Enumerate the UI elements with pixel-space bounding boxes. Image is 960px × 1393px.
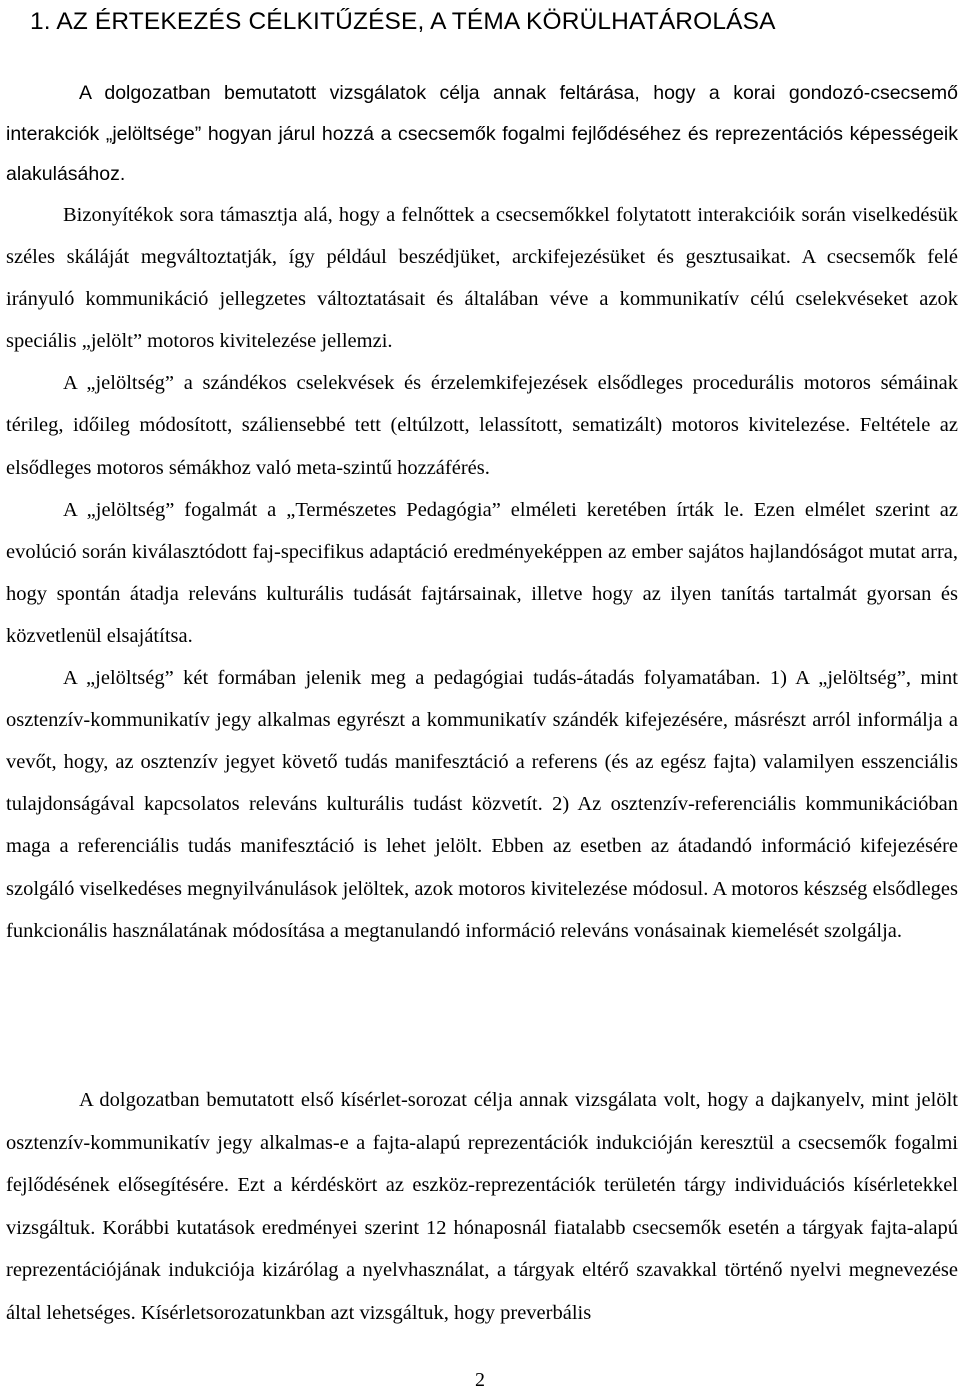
second-section-text bbox=[6, 1079, 958, 1334]
intro-block bbox=[6, 73, 958, 195]
body-text bbox=[6, 194, 958, 952]
paragraph-evidence: Bizonyítékok sora támasztja alá, hogy a felnőttek a csecsemőkkel folytatott interakcióik során viselkedésük széles skáláját megváltoztatják, így például beszédjüket, arckifejezésüket és gesztusaikat. A csecsemők felé irányuló kommunikáció jellegzetes változtatásait és általában véve a kommunikatív célú cselekvéseket azok speciális „jelölt” motoros kivitelezése jellemzi. bbox=[6, 204, 958, 353]
paragraph-definition: A „jelöltség” a szándékos cselekvések és érzelemkifejezések elsődleges procedurális motoros sémáinak térileg, időileg módosított, száliensebbé tett (eltúlzott, lelassított, sematizált) motoros kivitelezése. Feltétele az elsődleges motoros sémákhoz való meta-szintű hozzáférés. bbox=[6, 372, 958, 479]
page-number: 2 bbox=[475, 1369, 485, 1391]
paragraph-two-forms: A „jelöltség” két formában jelenik meg a pedagógiai tudás-átadás folyamatában. 1) A „jelöltség”, mint osztenzív-kommunikatív jegy alkalmas egyrészt a kommunikatív szándék kifejezésére, másrészt arról informálja a vevőt, hogy, az osztenzív jegyet követő tudás manifesztáció a referens (és az egész fajta) valamilyen esszenciális tulajdonságával kapcsolatos releváns kulturális tudást közvetít. 2) Az osztenzív-referenciális kommunikációban maga a referenciális tudás manifesztáció is lehet jelölt. Ebben az esetben az átadandó információ kifejezésére szolgáló viselkedéses megnyilvánulások jelöltek, azok motoros kivitelezése módosul. A motoros készség elsődleges funkcionális használatának módosítása a megtanulandó információ releváns vonásainak kiemelését szolgálja. bbox=[6, 667, 958, 942]
paragraph-experiment-series: A dolgozatban bemutatott első kísérlet-sorozat célja annak vizsgálata volt, hogy a dajkanyelv, mint jelölt osztenzív-kommunikatív jegy alkalmas-e a fajta-alapú reprezentációk indukcióján keresztül a csecsemők fogalmi fejlődésének elősegítésére. Ezt a kérdéskört az eszköz-reprezentációk területén tárgy individuációs kísérletekkel vizsgáltuk. Korábbi kutatások eredményei szerint 12 hónaposnál fiatalabb csecsemők esetén a tárgyak fajta-alapú reprezentációjának indukciója kizárólag a nyelvhasználat, a tárgyak eltérő szavakkal történő nyelvi megnevezése által lehetséges. Kísérletsorozatunkban azt vizsgáltuk, hogy preverbális bbox=[6, 1089, 958, 1324]
intro-paragraph: A dolgozatban bemutatott vizsgálatok célja annak feltárása, hogy a korai gondozó-csecsemő interakciók „jelöltsége” hogyan járul hozzá a csecsemők fogalmi fejlődéséhez és reprezentációs képességeik alakulásához. bbox=[6, 82, 958, 185]
paragraph-natural-pedagogy: A „jelöltség” fogalmát a „Természetes Pedagógia” elméleti keretében írták le. Ezen elmélet szerint az evolúció során kiválasztódott faj-specifikus adaptáció eredményeképpen az ember sajátos hajlandóságot mutat arra, hogy spontán átadja releváns kulturális tudását fajtársainak, illetve hogy az ilyen tanítás tartalmát gyorsan és közvetlenül elsajátítsa. bbox=[6, 498, 958, 647]
section-heading: 1. AZ ÉRTEKEZÉS CÉLKITŰZÉSE, A TÉMA KÖRÜLHATÁROLÁSA bbox=[30, 8, 776, 35]
